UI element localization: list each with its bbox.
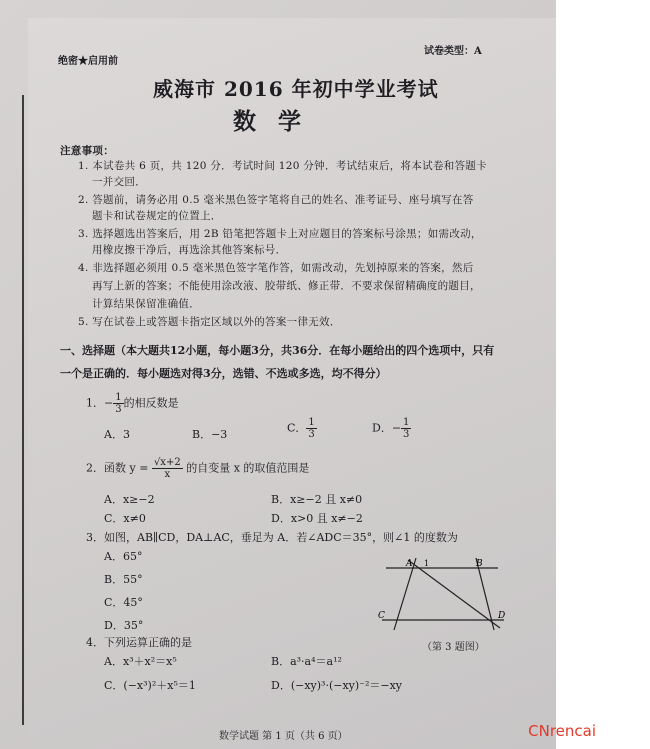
question-1-stem: 1．− $\frac{1}{3}$ 的相反数是: [86, 392, 179, 415]
label-1: 1: [424, 559, 430, 568]
note-line: 3. 选择题选出答案后，用 2B 铅笔把答题卡上对应题目的答案标号涂黑；如需改动，: [78, 228, 482, 240]
paper-type-label: 试卷类型：A: [424, 46, 482, 57]
confidential-label: 绝密★启用前: [58, 56, 118, 67]
section-heading: 一、选择题（本大题共12小题，每小题3分，共36分．在每小题给出的四个选项中，只有: [60, 344, 495, 357]
notes-heading: 注意事项：: [60, 145, 114, 157]
label-a: A: [406, 559, 413, 569]
line-ad: [408, 560, 500, 628]
binding-line: [22, 95, 24, 725]
label-c: C: [378, 611, 385, 621]
q4-option-a: A．x³＋x²＝x⁵: [104, 655, 177, 668]
fraction: $\frac{1}{3}$: [115, 392, 122, 415]
note-line: 1. 本试卷共 6 页，共 120 分．考试时间 120 分钟．考试结束后，将本试卷和答题卡: [78, 160, 487, 172]
note-line: 一并交回．: [92, 176, 146, 188]
note-line: 4. 非选择题必须用 0.5 毫米黑色签字笔作答，如需改动，先划掉原来的答案，然后: [78, 262, 474, 274]
q3-option-d: D．35°: [104, 619, 144, 632]
q3-option-b: B．55°: [104, 573, 143, 586]
subject-title: 数学: [233, 108, 323, 135]
question-4-stem: 4．下列运算正确的是: [86, 636, 192, 649]
section-heading-cont: 一个是正确的．每小题选对得3分，选错、不选或多选，均不得分）: [60, 367, 387, 380]
q1-option-a: A．3: [104, 428, 130, 441]
q4-option-d: D．(−xy)³·(−xy)⁻²＝−xy: [271, 679, 403, 692]
question-3-figure: [376, 556, 511, 638]
note-line: 2. 答题前，请务必用 0.5 毫米黑色签字笔将自己的姓名、准考证号、座号填写在答: [78, 194, 474, 206]
line-ac: [394, 558, 416, 630]
q4-option-b: B．a³·a⁴＝a¹²: [271, 655, 342, 668]
note-line: 题卡和试卷规定的位置上．: [92, 210, 222, 222]
q1-option-d: D．− $\frac{1}{3}$: [372, 417, 410, 440]
note-line: 用橡皮擦干净后，再选涂其他答案标号．: [92, 244, 287, 256]
q2-option-a: A．x≥−2: [104, 493, 155, 506]
page-footer: 数学试题 第 1 页（共 6 页）: [219, 731, 348, 742]
q2-option-d: D．x>0 且 x≠−2: [271, 512, 363, 525]
figure-caption: （第 3 题图）: [422, 642, 485, 653]
q3-option-c: C．45°: [104, 596, 143, 609]
exam-title: 威海市 2016 年初中学业考试: [153, 77, 439, 101]
q2-option-b: B．x≥−2 且 x≠0: [271, 493, 363, 506]
q4-option-c: C．(−x³)²＋x⁵＝1: [104, 679, 196, 692]
q1-option-b: B．−3: [192, 428, 228, 441]
label-b: B: [476, 559, 483, 569]
q3-option-a: A．65°: [104, 550, 143, 563]
q2-option-c: C．x≠0: [104, 512, 146, 525]
label-d: D: [498, 611, 506, 621]
note-line: 再写上新的答案；不能使用涂改液、胶带纸、修正带．不要求保留精确度的题目，: [92, 280, 481, 292]
q1-option-c: C． $\frac{1}{3}$: [287, 417, 315, 440]
question-3-stem: 3．如图，AB∥CD，DA⊥AC，垂足为 A．若∠ADC＝35°，则∠1 的度数为: [86, 531, 458, 544]
site-watermark: CNrencai: [528, 722, 596, 740]
note-line: 5. 写在试卷上或答题卡指定区域以外的答案一律无效．: [78, 316, 341, 328]
note-line: 计算结果保留准确值．: [92, 298, 200, 310]
question-number: 1．: [86, 396, 104, 410]
question-2-stem: 2．函数 y = $\frac{√x+2}{x}$ 的自变量 x 的取值范围是: [86, 457, 310, 480]
